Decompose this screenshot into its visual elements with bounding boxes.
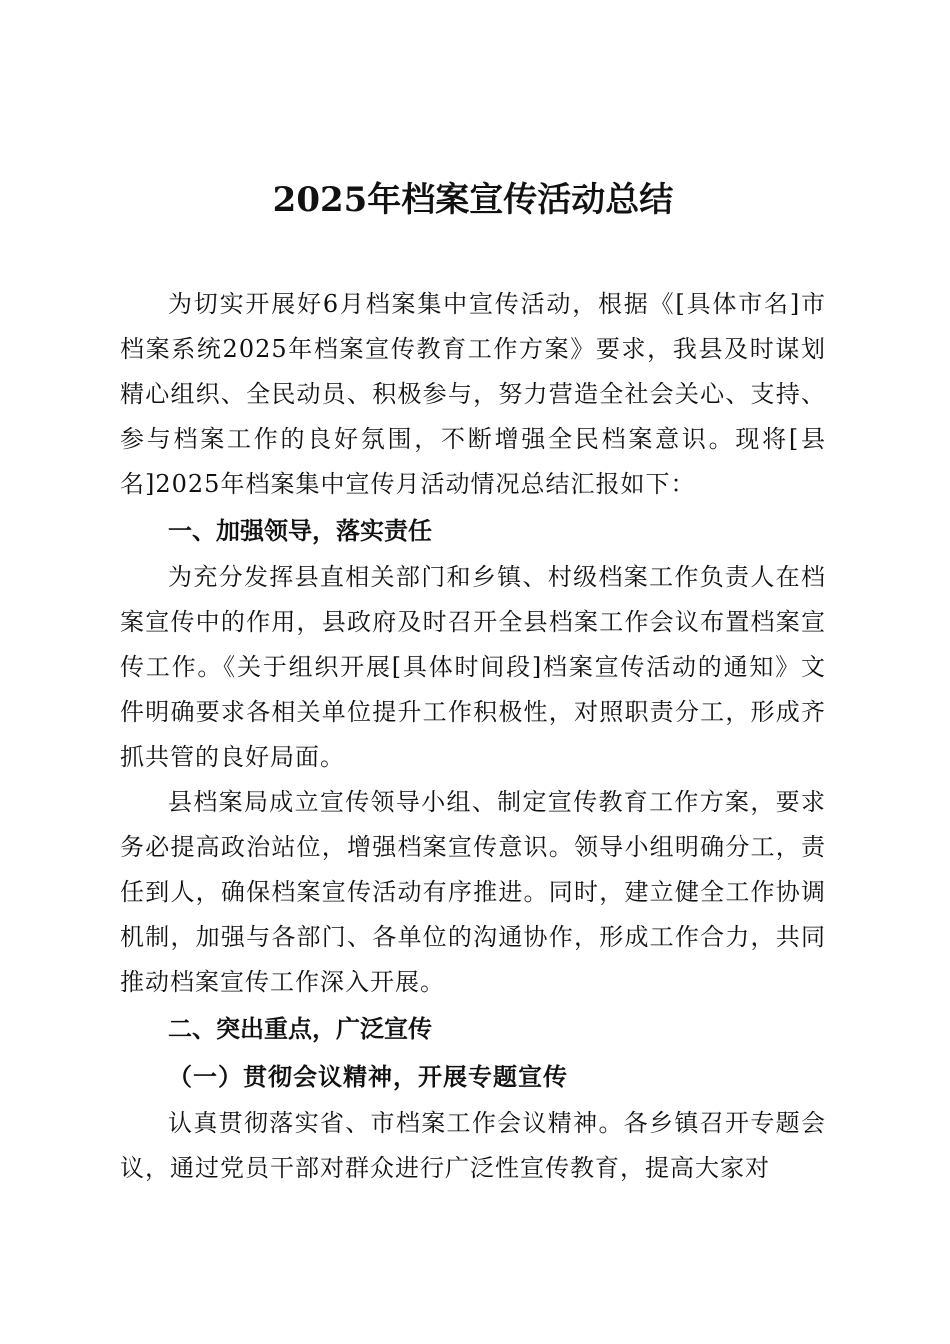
section-1-paragraph-2: 县档案局成立宣传领导小组、制定宣传教育工作方案，要求务必提高政治站位，增强档案宣传意识。领导小组明确分工，责任到人，确保档案宣传活动有序推进。同时，建立健全工作协调机制，加强与各部门、各单位的沟通协作，形成工作合力，共同推动档案宣传工作深入开展。 bbox=[120, 788, 826, 996]
document-title: 2025年档案宣传活动总结 bbox=[272, 180, 674, 220]
section-2-heading: 二、突出重点，广泛宣传 bbox=[168, 1015, 432, 1043]
section-1-paragraph-1: 为充分发挥县直相关部门和乡镇、村级档案工作负责人在档案宣传中的作用，县政府及时召开全县档案工作会议布置档案宣传工作。《关于组织开展[具体时间段]档案宣传活动的通知》文件明确要求各相关单位提升工作积极性，对照职责分工，形成齐抓共管的良好局面。 bbox=[120, 563, 826, 771]
section-1-heading: 一、加强领导，落实责任 bbox=[168, 517, 432, 545]
section-2-subheading-1: （一）贯彻会议精神，开展专题宣传 bbox=[168, 1062, 568, 1091]
document-page bbox=[120, 170, 826, 1191]
intro-paragraph: 为切实开展好6月档案集中宣传活动，根据《[具体市名]市档案系统2025年档案宣传教育工作方案》要求，我县及时谋划精心组织、全民动员、积极参与，努力营造全社会关心、支持、参与档案工作的良好氛围，不断增强全民档案意识。现将[县名]2025年档案集中宣传月活动情况总结汇报如下： bbox=[120, 290, 826, 498]
section-2-sub-1-paragraph-1: 认真贯彻落实省、市档案工作会议精神。各乡镇召开专题会议，通过党员干部对群众进行广泛性宣传教育，提高大家对 bbox=[120, 1109, 826, 1182]
